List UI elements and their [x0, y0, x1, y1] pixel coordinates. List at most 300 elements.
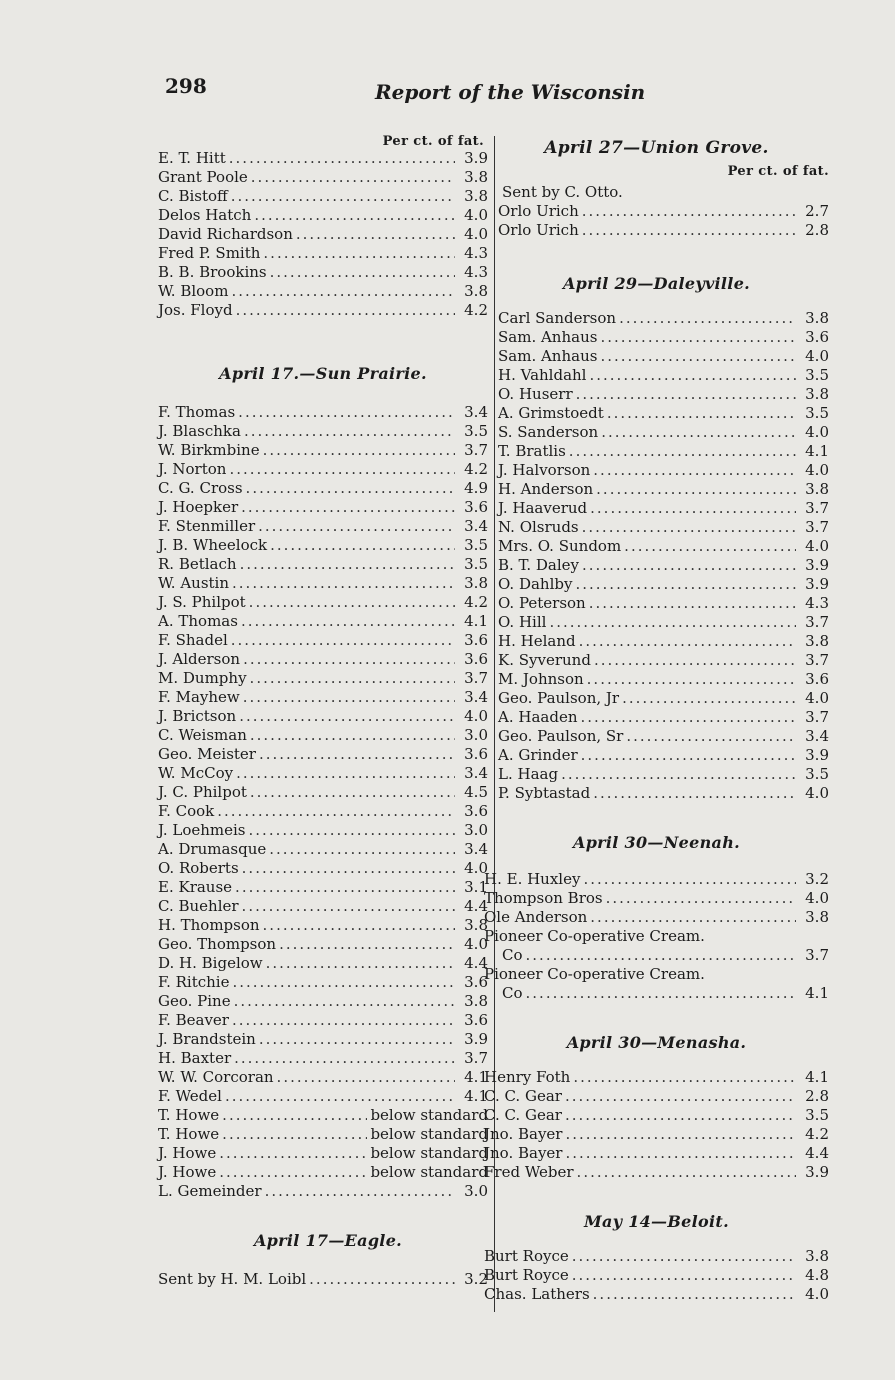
entry-name: F. Mayhew	[158, 688, 240, 706]
fat-percentage: below standard	[370, 1125, 488, 1143]
leader-dots	[583, 870, 796, 889]
fat-percentage: 2.8	[805, 1087, 829, 1105]
fat-percentage: 3.8	[805, 908, 829, 926]
fat-percentage: 3.5	[805, 765, 829, 783]
entry-name: E. T. Hitt	[158, 149, 226, 167]
fat-percentage: 4.0	[464, 859, 488, 877]
list-item	[158, 973, 488, 992]
entry-name: C. Weisman	[158, 726, 247, 744]
entry-name: F. Beaver	[158, 1011, 229, 1029]
entry-name: Fred Weber	[484, 1163, 574, 1181]
entry-name: Geo. Paulson, Sr	[498, 727, 624, 745]
leader-dots	[624, 537, 796, 556]
entry-name: W. McCoy	[158, 764, 234, 782]
entry-name: O. Huserr	[498, 385, 573, 403]
section-title-sun-prairie: April 17.—Sun Prairie.	[219, 364, 427, 383]
leader-dots	[575, 575, 796, 594]
leader-dots	[231, 282, 455, 301]
fat-percentage: 3.4	[464, 840, 488, 858]
eagle-list	[158, 1270, 488, 1289]
leader-dots	[309, 1270, 455, 1289]
entry-name: L. Haag	[498, 765, 559, 783]
list-item	[484, 1106, 829, 1125]
fat-percentage: 2.8	[805, 221, 829, 239]
entry-name: O. Peterson	[498, 594, 586, 612]
fat-percentage: 3.7	[464, 441, 488, 459]
leader-dots	[577, 1163, 796, 1182]
entry-name: M. Dumphy	[158, 669, 247, 687]
fat-percentage: 3.8	[464, 916, 488, 934]
fat-percentage: 3.6	[464, 498, 488, 516]
section-title-neenah: April 30—Neenah.	[572, 833, 740, 852]
section-title-eagle: April 17—Eagle.	[253, 1231, 403, 1250]
leader-dots	[244, 422, 455, 441]
leader-dots	[231, 187, 455, 206]
leader-dots	[296, 225, 455, 244]
entry-name: Jno. Bayer	[484, 1144, 563, 1162]
list-item	[158, 935, 488, 954]
entry-name: J. Alderson	[158, 650, 241, 668]
fat-percentage: 3.8	[464, 282, 488, 300]
list-item	[158, 745, 488, 764]
leader-dots	[232, 574, 455, 593]
list-item	[498, 784, 829, 803]
list-item	[158, 403, 488, 422]
entry-name: Carl Sanderson	[498, 309, 617, 327]
entry-name: A. Grinder	[498, 746, 578, 764]
section-title-beloit: May 14—Beloit.	[584, 1212, 729, 1231]
leader-dots	[565, 1125, 796, 1144]
leader-dots	[250, 726, 455, 745]
leader-dots	[243, 650, 455, 669]
list-item	[498, 575, 829, 594]
entry-name: Grant Poole	[158, 168, 248, 186]
leader-dots	[569, 442, 796, 461]
leader-dots	[222, 1106, 367, 1125]
entry-name: Henry Foth	[484, 1068, 571, 1086]
fat-percentage: 3.1	[464, 878, 488, 896]
fat-percentage: 4.4	[464, 954, 488, 972]
fat-percentage: 3.5	[464, 555, 488, 573]
list-item	[158, 460, 488, 479]
leader-dots	[217, 802, 455, 821]
fat-percentage: 2.7	[805, 202, 829, 220]
entry-name: F. Thomas	[158, 403, 236, 421]
leader-dots	[225, 1087, 455, 1106]
leader-dots	[229, 149, 455, 168]
entry-name: J. Loehmeis	[158, 821, 246, 839]
list-item	[498, 537, 829, 556]
entry-name: J. Howe	[158, 1144, 217, 1162]
list-item	[158, 498, 488, 517]
list-item	[484, 1266, 829, 1285]
entry-name: F. Wedel	[158, 1087, 222, 1105]
fat-percentage: 3.8	[805, 309, 829, 327]
list-item	[484, 908, 829, 927]
section-title-menasha: April 30—Menasha.	[566, 1033, 747, 1052]
list-item	[498, 613, 829, 632]
list-item	[498, 404, 829, 423]
list-item	[158, 517, 488, 536]
fat-percentage: 4.2	[464, 593, 488, 611]
list-item	[158, 301, 488, 320]
fat-percentage: 3.4	[805, 727, 829, 745]
fat-percentage: 4.2	[805, 1125, 829, 1143]
entry-name: O. Dahlby	[498, 575, 573, 593]
entry-name: C. Buehler	[158, 897, 239, 915]
fat-percentage: 3.6	[464, 802, 488, 820]
entry-name: David Richardson	[158, 225, 293, 243]
leader-dots	[254, 206, 455, 225]
entry-name: E. Krause	[158, 878, 233, 896]
fat-percentage: 3.9	[805, 575, 829, 593]
entry-name: P. Sybtastad	[498, 784, 591, 802]
leader-dots	[580, 708, 796, 727]
list-item	[498, 651, 829, 670]
leader-dots	[582, 221, 796, 240]
list-item	[158, 954, 488, 973]
leader-dots	[593, 461, 796, 480]
entry-name: H. Thompson	[158, 916, 260, 934]
leader-dots	[565, 1087, 796, 1106]
list-item	[158, 1068, 488, 1087]
list-item	[498, 328, 829, 347]
entry-name: A. Thomas	[158, 612, 238, 630]
fat-percentage: 4.8	[805, 1266, 829, 1284]
list-item	[158, 802, 488, 821]
leader-dots	[549, 613, 796, 632]
leader-dots	[565, 1106, 796, 1125]
entry-name: Sam. Anhaus	[498, 347, 598, 365]
fat-percentage: 3.7	[805, 518, 829, 536]
neenah-list	[484, 870, 829, 927]
fat-percentage: 3.0	[464, 726, 488, 744]
entry-name: J. B. Wheelock	[158, 536, 268, 554]
leader-dots	[242, 897, 455, 916]
list-item	[158, 187, 488, 206]
fat-percentage: 3.8	[805, 632, 829, 650]
entry-name: O. Hill	[498, 613, 547, 631]
list-item	[484, 1087, 829, 1106]
fat-percentage: 4.3	[805, 594, 829, 612]
fat-percentage: 4.0	[805, 461, 829, 479]
fat-percentage: 3.9	[464, 1030, 488, 1048]
entry-name: Geo. Paulson, Jr	[498, 689, 620, 707]
neenah-wrapped-list	[484, 927, 829, 1003]
list-item	[158, 1030, 488, 1049]
entry-name: F. Stenmiller	[158, 517, 256, 535]
leader-dots	[590, 499, 796, 518]
leader-dots	[606, 889, 796, 908]
entry-name: J. Haaverud	[498, 499, 588, 517]
fat-percentage: 4.0	[464, 206, 488, 224]
entry-name: Burt Royce	[484, 1266, 569, 1284]
fat-percentage: below standard	[370, 1163, 488, 1181]
leader-dots	[232, 973, 455, 992]
entry-name: Co	[502, 946, 523, 964]
entry-name: Chas. Lathers	[484, 1285, 590, 1303]
fat-percentage: 4.0	[464, 935, 488, 953]
list-item	[158, 1087, 488, 1106]
daleyville-list	[484, 309, 829, 803]
fat-percentage: 4.1	[805, 442, 829, 460]
list-item	[158, 206, 488, 225]
fat-percentage: 4.1	[464, 1068, 488, 1086]
leader-dots	[219, 1144, 367, 1163]
entry-name: R. Betlach	[158, 555, 237, 573]
leader-dots	[265, 1182, 455, 1201]
entry-name: H. E. Huxley	[484, 870, 581, 888]
leader-dots	[601, 423, 796, 442]
list-item	[158, 282, 488, 301]
fat-percentage: 3.0	[464, 1182, 488, 1200]
leader-dots	[573, 1068, 796, 1087]
entry-name: Burt Royce	[484, 1247, 569, 1265]
list-item	[498, 202, 829, 221]
leader-dots	[241, 498, 455, 517]
list-item	[158, 149, 488, 168]
list-item	[158, 593, 488, 612]
list-item	[158, 726, 488, 745]
list-item	[158, 225, 488, 244]
leader-dots	[263, 441, 455, 460]
fat-percentage: 4.1	[464, 612, 488, 630]
list-item	[158, 574, 488, 593]
entry-name: T. Howe	[158, 1106, 220, 1124]
entry-name: A. Drumasque	[158, 840, 267, 858]
list-item	[158, 650, 488, 669]
entry-name: C. C. Gear	[484, 1087, 562, 1105]
leader-dots	[565, 1144, 796, 1163]
leader-dots	[576, 385, 796, 404]
entry-name: F. Cook	[158, 802, 215, 820]
list-item	[158, 1011, 488, 1030]
fat-percentage: 4.3	[464, 263, 488, 281]
sun-prairie-list	[158, 403, 488, 1201]
list-item	[158, 441, 488, 460]
list-item	[498, 347, 829, 366]
leader-dots	[270, 263, 455, 282]
entry-name: O. Roberts	[158, 859, 239, 877]
fat-percentage: 3.6	[464, 650, 488, 668]
entry-name: B. B. Brookins	[158, 263, 267, 281]
list-item	[158, 612, 488, 631]
leader-dots	[251, 168, 455, 187]
leader-dots	[249, 593, 455, 612]
fat-percentage: 4.1	[464, 1087, 488, 1105]
entry-name: Geo. Meister	[158, 745, 256, 763]
entry-name: W. Bloom	[158, 282, 229, 300]
leader-dots	[235, 878, 455, 897]
fat-percentage: 3.0	[464, 821, 488, 839]
entry-name: H. Baxter	[158, 1049, 232, 1067]
list-item	[498, 309, 829, 328]
leader-dots	[270, 536, 455, 555]
entry-name: W. W. Corcoran	[158, 1068, 274, 1086]
list-item	[158, 764, 488, 783]
list-item	[158, 422, 488, 441]
fat-percentage: 4.4	[464, 897, 488, 915]
fat-percentage: 3.6	[464, 631, 488, 649]
list-item	[484, 1125, 829, 1144]
leader-dots	[593, 1285, 796, 1304]
entry-name: D. H. Bigelow	[158, 954, 263, 972]
leader-dots	[243, 688, 455, 707]
union-grove-list	[484, 202, 829, 240]
entry-name: C. C. Gear	[484, 1106, 562, 1124]
entry-name: S. Sanderson	[498, 423, 599, 441]
entry-name: L. Gemeinder	[158, 1182, 262, 1200]
fat-percentage: 3.6	[805, 670, 829, 688]
fat-percentage: 4.0	[805, 423, 829, 441]
list-item	[158, 631, 488, 650]
list-item	[158, 669, 488, 688]
fat-percentage: 3.7	[805, 651, 829, 669]
fat-percentage: 3.6	[464, 1011, 488, 1029]
entry-name: B. T. Daley	[498, 556, 580, 574]
list-item	[498, 689, 829, 708]
list-item	[158, 244, 488, 263]
entry-name: W. Austin	[158, 574, 230, 592]
fat-percentage: 3.8	[805, 1247, 829, 1265]
list-item	[158, 1106, 488, 1125]
list-item	[158, 1163, 488, 1182]
list-item	[158, 707, 488, 726]
list-item	[498, 423, 829, 442]
leader-dots	[238, 403, 455, 422]
leader-dots	[219, 1163, 367, 1182]
entry-name: W. Birkmbine	[158, 441, 260, 459]
entry-name: J. Brictson	[158, 707, 237, 725]
fat-percentage: 3.5	[464, 422, 488, 440]
list-item	[158, 555, 488, 574]
sent-by-note: Sent by C. Otto.	[502, 183, 623, 201]
list-item	[158, 916, 488, 935]
entry-name: Delos Hatch	[158, 206, 252, 224]
leader-dots	[526, 946, 796, 965]
leader-dots	[607, 404, 796, 423]
percent-fat-header: Per ct. of fat.	[382, 134, 484, 149]
list-item	[158, 992, 488, 1011]
leader-dots	[234, 992, 455, 1011]
leader-dots	[581, 746, 796, 765]
entry-name: Ole Anderson	[484, 908, 588, 926]
leader-dots	[263, 916, 455, 935]
entry-continuation	[484, 946, 829, 965]
entry-name: H. Anderson	[498, 480, 594, 498]
list-item	[498, 385, 829, 404]
entry-name: Geo. Pine	[158, 992, 231, 1010]
leader-dots	[234, 1049, 455, 1068]
list-item	[158, 536, 488, 555]
fat-percentage: 3.4	[464, 517, 488, 535]
leader-dots	[259, 745, 455, 764]
list-item	[158, 897, 488, 916]
list-item	[484, 870, 829, 889]
fat-percentage: 4.0	[805, 784, 829, 802]
entry-name: T. Howe	[158, 1125, 220, 1143]
leader-dots	[236, 764, 455, 783]
fat-percentage: 4.0	[805, 1285, 829, 1303]
list-item	[158, 821, 488, 840]
fat-percentage: 3.5	[805, 404, 829, 422]
running-head: Report of the Wisconsin	[375, 80, 646, 104]
entry-name: Mrs. O. Sundom	[498, 537, 622, 555]
list-item	[498, 499, 829, 518]
first-list	[158, 149, 488, 320]
fat-percentage: 3.8	[464, 992, 488, 1010]
entry-name: K. Syverund	[498, 651, 591, 669]
entry-name: J. Howe	[158, 1163, 217, 1181]
entry-name: J. Brandstein	[158, 1030, 256, 1048]
fat-percentage: 3.5	[805, 1106, 829, 1124]
fat-percentage: 4.0	[805, 689, 829, 707]
entry-continuation	[484, 984, 829, 1003]
entry-name: J. Halvorson	[498, 461, 591, 479]
fat-percentage: 3.6	[805, 328, 829, 346]
leader-dots	[259, 1030, 455, 1049]
leader-dots	[229, 460, 455, 479]
fat-percentage: 4.9	[464, 479, 488, 497]
fat-percentage: 3.7	[805, 946, 829, 964]
leader-dots	[236, 301, 455, 320]
leader-dots	[589, 366, 796, 385]
leader-dots	[582, 518, 796, 537]
entry-name: F. Ritchie	[158, 973, 230, 991]
fat-percentage: 4.0	[805, 537, 829, 555]
fat-percentage: 3.4	[464, 688, 488, 706]
list-item	[498, 670, 829, 689]
list-item	[484, 889, 829, 908]
entry-name: Jno. Bayer	[484, 1125, 563, 1143]
entry-name: T. Bratlis	[498, 442, 566, 460]
list-item	[158, 1125, 488, 1144]
fat-percentage: below standard	[370, 1106, 488, 1124]
entry-name: C. G. Cross	[158, 479, 243, 497]
fat-percentage: 4.1	[805, 984, 829, 1002]
list-item	[484, 1247, 829, 1266]
leader-dots	[582, 556, 796, 575]
entry-name: Co	[502, 984, 523, 1002]
leader-dots	[269, 840, 455, 859]
leader-dots	[240, 555, 455, 574]
list-item	[498, 480, 829, 499]
list-item	[158, 479, 488, 498]
list-item	[498, 746, 829, 765]
left-column	[158, 134, 488, 1289]
entry-name: J. C. Philpot	[158, 783, 247, 801]
leader-dots	[587, 670, 796, 689]
fat-percentage: 3.5	[464, 536, 488, 554]
fat-percentage: 3.8	[464, 168, 488, 186]
leader-dots	[600, 328, 796, 347]
list-item	[498, 461, 829, 480]
fat-percentage: 3.7	[464, 1049, 488, 1067]
percent-fat-header-right: Per ct. of fat.	[727, 164, 829, 179]
entry-name: J. Norton	[158, 460, 227, 478]
list-item	[158, 168, 488, 187]
fat-percentage: 3.4	[464, 764, 488, 782]
fat-percentage: 3.7	[805, 613, 829, 631]
list-item	[158, 859, 488, 878]
list-item	[498, 518, 829, 537]
entry-name: J. S. Philpot	[158, 593, 246, 611]
fat-percentage: 3.9	[805, 746, 829, 764]
fat-percentage: 4.2	[464, 460, 488, 478]
leader-dots	[594, 651, 796, 670]
fat-percentage: 3.2	[464, 1270, 488, 1288]
leader-dots	[279, 935, 455, 954]
